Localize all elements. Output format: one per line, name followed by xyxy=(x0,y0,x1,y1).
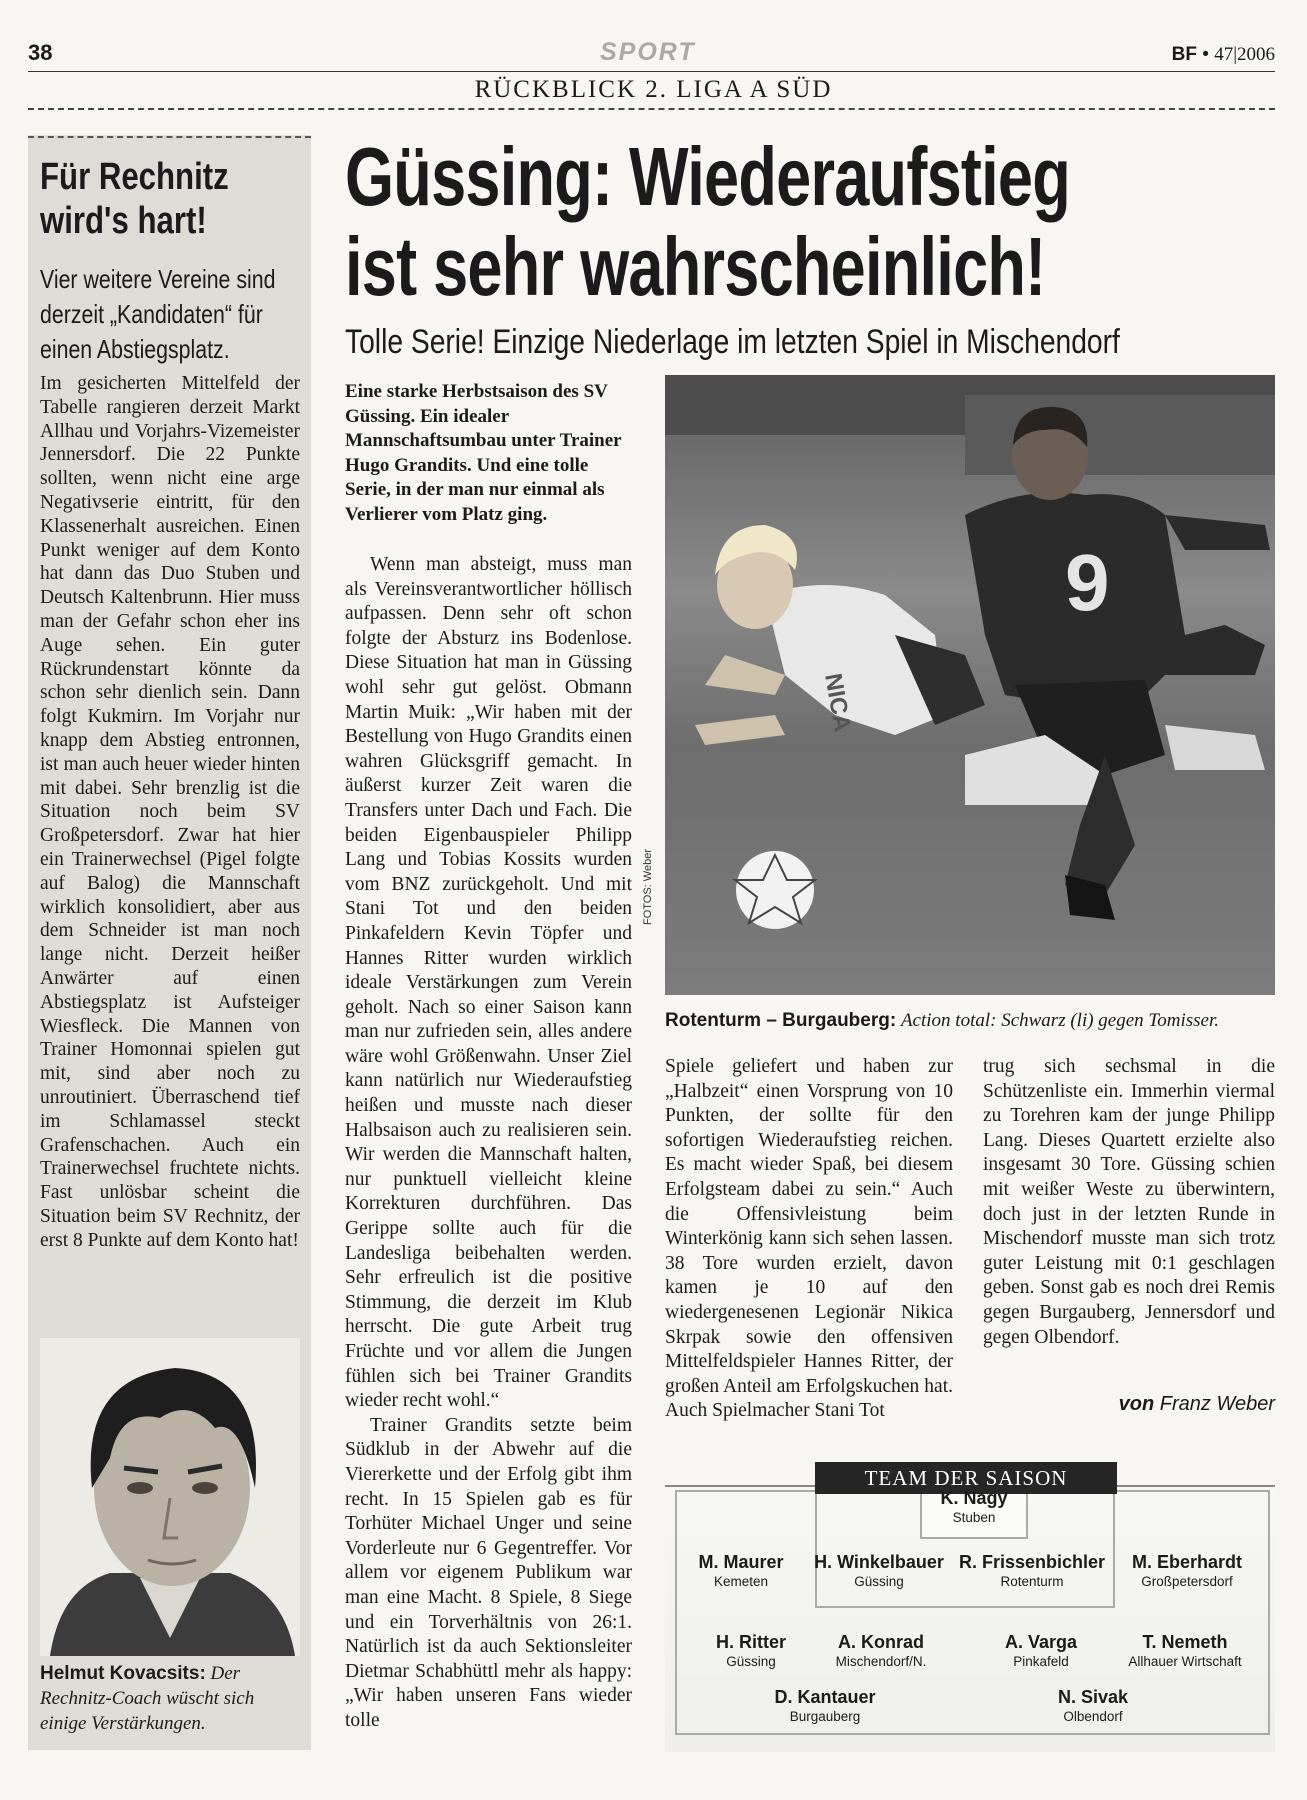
page-number: 38 xyxy=(28,40,53,65)
player-name: D. Kantauer xyxy=(774,1687,876,1707)
player-name: T. Nemeth xyxy=(1142,1632,1228,1652)
player-name: M. Maurer xyxy=(698,1552,784,1572)
player-club: Kemeten xyxy=(713,1574,769,1589)
player-name: N. Sivak xyxy=(1057,1687,1129,1707)
photo-credit: FOTOS: Weber xyxy=(642,848,654,925)
issue-info xyxy=(1172,44,1275,66)
article-column-3 xyxy=(983,1055,1275,1350)
caption-description: Action total: Schwarz (li) gegen Tomisser. xyxy=(900,1010,1220,1031)
photo-caption xyxy=(665,1010,1285,1032)
byline-von: von xyxy=(1118,1393,1155,1415)
sidebar-body: Im gesicherten Mittelfeld der Tabelle rangieren derzeit Markt Allhau und Vorjahrs-Vizemeister Jennersdorf. Die 22 Punkte sollten, wenn nicht eine arge Negativserie eintritt, für den Klassenerhalt ausreichen. Einen Punkt weniger auf dem Konto hat dann das Duo Stuben und Deutsch Kaltenbrunn. Hier muss man der Gefahr schon eher ins Auge sehen. Ein guter Rückrundenstart könnte da schon sehr dienlich sein. Dann folgt Kukmirn. Im Vorjahr nur knapp dem Abstieg entronnen, ist man auch heuer wieder hinten mit dabei. Sehr brenzlig ist die Situation noch beim SV Großpetersdorf. Zwar hat hier ein Trainerwechsel (Pigel folgte auf Balog) die Mannschaft wirklich konsolidiert, aber aus dem Schneider ist man noch lange nicht. Derzeit heißer Anwärter auf einen Abstiegsplatz ist Aufsteiger Wiesfleck. Die Mannen von Trainer Homonnai spielen gut mit, sind aber noch zu unroutiniert. Überraschend tief im Schlamassel steckt Grafenschachen. Auch ein Trainerwechsel fruchtete nichts. Fast unlösbar scheint die Situation beim SV Rechnitz, der erst 8 Punkte auf dem Konto hat! xyxy=(40,373,300,1251)
article-headline xyxy=(345,132,1219,312)
sidebar-deck: Vier weitere Vereine sind derzeit „Kandidaten“ für einen Abstiegsplatz. xyxy=(40,264,276,364)
article-column-2 xyxy=(665,1055,953,1424)
player-name: H. Winkelbauer xyxy=(814,1552,944,1572)
headline-line1: Güssing: Wiederaufstieg xyxy=(345,130,1071,223)
match-action-photo xyxy=(665,375,1275,995)
rubric: RÜCKBLICK 2. LIGA A SÜD xyxy=(474,76,833,103)
player-club: Güssing xyxy=(854,1574,904,1589)
caption-name: Helmut Kovacsits: xyxy=(40,1663,206,1684)
player-midfielder xyxy=(1085,1631,1285,1671)
coach-portrait-illustration xyxy=(40,1338,300,1656)
player-name: K. Nagy xyxy=(940,1488,1008,1508)
sidebar-title-line2: wird's hart! xyxy=(40,200,207,242)
shirt-sponsor: NICA xyxy=(819,671,856,734)
issue-number: 47|2006 xyxy=(1214,44,1275,65)
player-name: M. Eberhardt xyxy=(1131,1552,1242,1572)
section-label: SPORT xyxy=(600,38,696,66)
article-paragraph: Spiele geliefert und haben zur „Halbzeit“ einen Vorsprung von 10 Punkten, der sollte für den sofortigen Wiederaufstieg reichen. Es macht wieder Spaß, bei diesem Erfolgsteam dabei zu sein.“ Auch die Offensivleistung beim Winterkönig kann sich sehen lassen. 38 Tore wurden erzielt, davon kamen je 10 auf den wiedergenesenen Legionär Nikica Skrpak sowie den offensiven Mittelfeldspieler Hannes Ritter, der großen Anteil am Erfolgskuchen hat. Auch Spielmacher Stani Tot xyxy=(665,1056,953,1422)
article-deck: Tolle Serie! Einzige Niederlage im letzten Spiel in Mischendorf xyxy=(345,323,1120,361)
sidebar-photo-caption xyxy=(40,1661,305,1736)
sidebar-dashed-rule xyxy=(28,136,311,138)
headline-line2: ist sehr wahrscheinlich! xyxy=(345,220,1046,313)
player-name: A. Varga xyxy=(1004,1632,1078,1652)
publication-name: BF xyxy=(1171,44,1197,65)
player-forward xyxy=(993,1686,1193,1726)
caption-text: Der Rechnitz-Coach wüscht sich einige Verstärkungen. xyxy=(40,1663,255,1734)
player-name: H. Ritter xyxy=(715,1632,786,1652)
player-defender xyxy=(1087,1551,1287,1591)
article-column-1 xyxy=(345,553,632,1734)
player-club: Rotenturm xyxy=(1000,1574,1064,1589)
jersey-number: 9 xyxy=(1065,538,1110,627)
player-club: Olbendorf xyxy=(1063,1709,1123,1724)
player-club: Burgauberg xyxy=(789,1709,861,1724)
player-goalkeeper xyxy=(874,1487,1074,1527)
team-of-season-title: TEAM DER SAISON xyxy=(815,1462,1117,1494)
caption-teams: Rotenturm – Burgauberg: xyxy=(665,1010,897,1031)
byline xyxy=(1119,1393,1275,1416)
player-club: Mischendorf/N. xyxy=(835,1654,927,1669)
player-club: Großpetersdorf xyxy=(1141,1574,1233,1589)
player-club: Allhauer Wirtschaft xyxy=(1128,1654,1242,1669)
player-club: Pinkafeld xyxy=(1013,1654,1069,1669)
header-rule xyxy=(28,71,1275,72)
player-name: A. Konrad xyxy=(837,1632,924,1652)
player-club: Stuben xyxy=(952,1510,996,1525)
sidebar-title-line1: Für Rechnitz xyxy=(40,156,229,198)
article-paragraph: trug sich sechsmal in die Schützenliste ein. Immerhin viermal zu Torehren kam der junge Philipp Lang. Dieses Quartett erzielte also insgesamt 30 Tore. Güssing schien mit weißer Weste zu überwintern, doch just in der letzten Runde in Mischendorf musste man sich trotz guter Leistung mit 0:1 geschlagen geben. Sonst gab es noch drei Remis gegen Burgauberg, Jennersdorf und gegen Olbendorf. xyxy=(983,1056,1275,1348)
article-paragraph: Wenn man absteigt, muss man als Vereinsverantwortlicher höllisch aufpassen. Denn sehr oft schon folgte der Absturz ins Bodenlose. Diese Situation hat man in Güssing wohl sehr gut gelöst. Obmann Martin Muik: „Wir haben mit der Bestellung von Hugo Grandits einen wahren Glücksgriff gemacht. In äußerst kurzer Zeit waren die Transfers unter Dach und Fach. Die beiden Eigenbauspieler Philipp Lang und Tobias Kossits wurden vom BNZ zurückgeholt. Und mit Stani Tot und den beiden Pinkafeldern Kevin Töpfer und Hannes Ritter wurden wirklich ideale Verstärkungen zum Verein geholt. Nach so einer Saison kann man nur zufrieden sein, alles andere wäre wohl Größenwahn. Unser Ziel kann natürlich nur Wiederaufstieg heißen und musste nach dieser Halbsaison auch zu realisieren sein. Wir werden die Mannschaft halten, nur punktuell vielleicht kleine Korrekturen durchführen. Das Gerippe sollte auch für die Landesliga beibehalten werden. Sehr erfreulich ist die positive Stimmung, die derzeit im Klub herrscht. Die gute Arbeit trug Früchte und vor allem die Jungen fühlen sich bei Trainer Grandits wieder recht wohl.“ xyxy=(345,554,632,1412)
separator-dot: • xyxy=(1202,44,1209,65)
player-club: Güssing xyxy=(726,1654,776,1669)
match-photo-illustration xyxy=(665,375,1275,995)
player-name: R. Frissenbichler xyxy=(958,1552,1106,1572)
article-lead: Eine starke Herbstsaison des SV Güssing. Ein idealer Mannschaftsumbau unter Trainer Hugo Grandits. Und eine tolle Serie, in der man nur einmal als Verlierer vom Platz ging. xyxy=(345,381,622,525)
sidebar-title xyxy=(40,155,257,243)
article-paragraph: Trainer Grandits setzte beim Südklub in der Abwehr auf die Viererkette und der Erfolg gibt ihm recht. In 15 Spielen gab es für Torhüter Michael Unger und seine Vorderleute nur 6 Gegentreffer. Vor allem vor eigenem Publikum war man eine Macht. 8 Spiele, 8 Siege und ein Torverhältnis von 26:1. Natürlich ist da auch Sektionsleiter Dietmar Schabhüttl mehr als happy: „Wir haben unseren Fans wieder tolle xyxy=(345,1414,632,1731)
coach-portrait-photo xyxy=(40,1338,300,1656)
byline-author: Franz Weber xyxy=(1159,1393,1275,1415)
header-dashed-rule xyxy=(28,108,1275,110)
player-forward xyxy=(725,1686,925,1726)
